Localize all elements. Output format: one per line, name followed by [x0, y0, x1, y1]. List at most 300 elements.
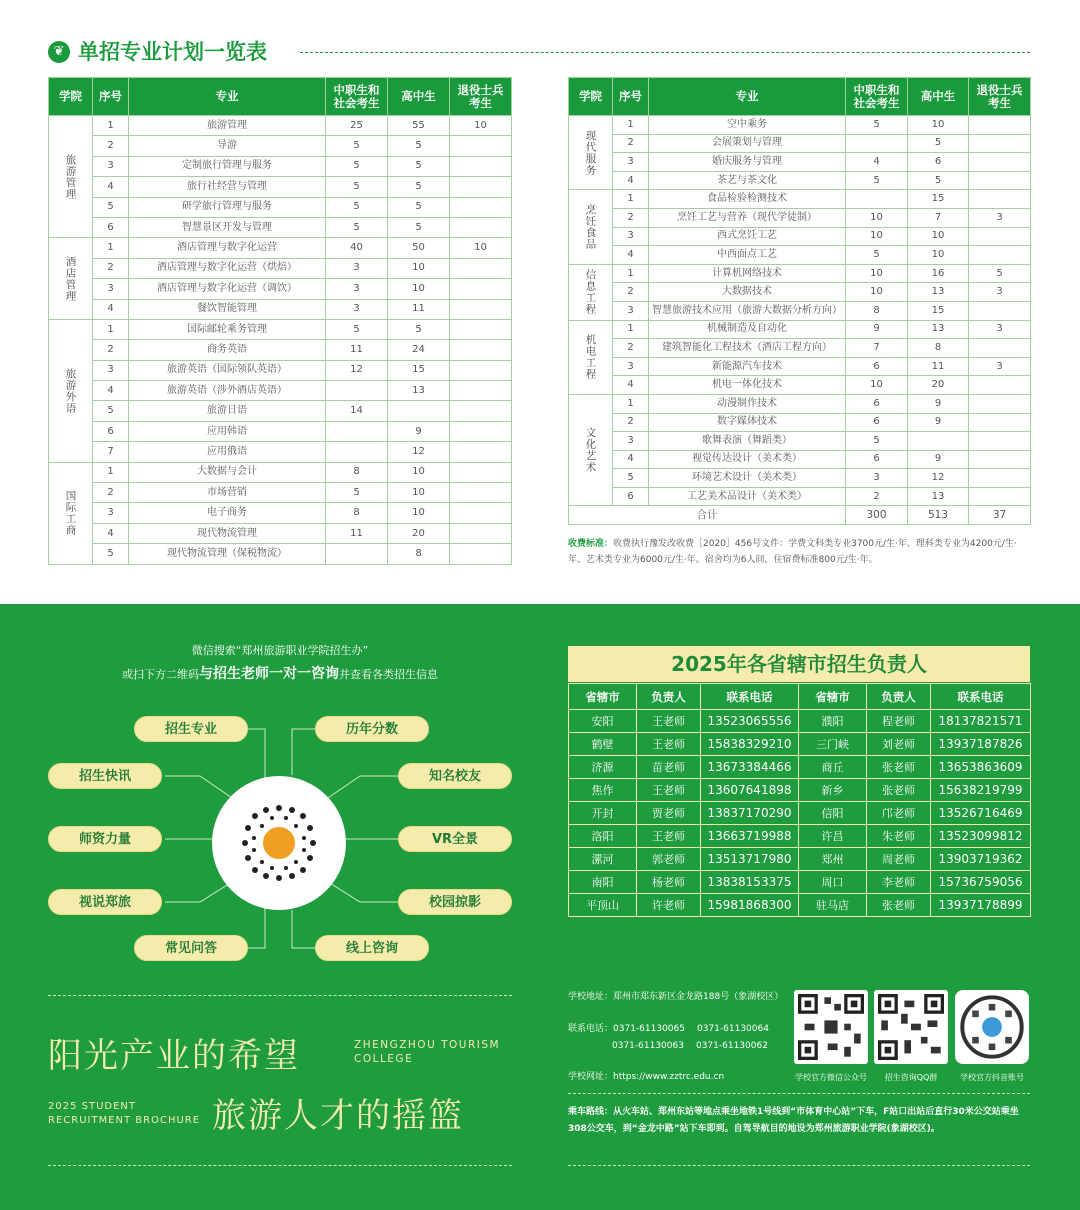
divider — [48, 1165, 512, 1166]
city: 信阳 — [799, 802, 867, 825]
major-name: 电子商务 — [129, 503, 326, 523]
row-number: 1 — [613, 190, 649, 209]
quota-vocational: 3 — [326, 258, 388, 278]
quota-highschool: 55 — [388, 116, 450, 136]
city: 安阳 — [569, 710, 637, 733]
phone-4[interactable]: 0371-61130062 — [695, 1041, 768, 1051]
major-name: 现代物流管理（保税物流） — [129, 544, 326, 564]
college-name: 国际工商 — [49, 462, 93, 564]
contacts-header-cell: 负责人 — [867, 684, 931, 710]
quota-highschool: 12 — [908, 469, 969, 488]
major-name: 旅行社经营与管理 — [129, 177, 326, 197]
qr-caption-douyin: 学校官方抖音账号 — [960, 1073, 1024, 1082]
phone[interactable]: 13937187826 — [931, 733, 1031, 756]
phone[interactable]: 13673384466 — [701, 756, 799, 779]
quota-vocational: 10 — [846, 283, 908, 302]
contact-person: 王老师 — [637, 733, 701, 756]
pill-scores[interactable]: 历年分数 — [315, 716, 429, 742]
row-number: 6 — [93, 421, 129, 441]
quota-vocational: 3 — [326, 299, 388, 319]
plan-header-cell: 中职生和社会考生 — [846, 78, 908, 116]
section-title: 单招专业计划一览表 — [78, 40, 267, 64]
quota-vocational: 3 — [846, 469, 908, 488]
qr-caption-qq: 招生咨询QQ群 — [884, 1073, 938, 1082]
quota-veteran: 3 — [969, 320, 1031, 339]
major-name: 智慧景区开发与管理 — [129, 217, 326, 237]
contact-person: 张老师 — [867, 894, 931, 917]
quota-vocational: 2 — [846, 487, 908, 506]
major-name: 食品检验检测技术 — [649, 190, 846, 209]
table-row — [569, 756, 1031, 779]
total-value: 513 — [908, 506, 969, 525]
quota-highschool: 16 — [908, 264, 969, 283]
contact-person: 张老师 — [867, 756, 931, 779]
total-value: 37 — [969, 506, 1031, 525]
major-name: 旅游日语 — [129, 401, 326, 421]
major-name: 商务英语 — [129, 340, 326, 360]
row-number: 3 — [613, 357, 649, 376]
pill-vr[interactable]: VR全景 — [398, 826, 512, 852]
row-number: 1 — [613, 116, 649, 135]
major-name: 定制旅行管理与服务 — [129, 156, 326, 176]
contacts-table — [568, 683, 1031, 917]
major-name: 新能源汽车技术 — [649, 357, 846, 376]
plan-header-cell: 序号 — [613, 78, 649, 116]
major-name: 旅游英语（国际领队英语） — [129, 360, 326, 380]
quota-highschool: 10 — [388, 462, 450, 482]
quota-vocational: 4 — [846, 153, 908, 172]
row-number: 1 — [613, 394, 649, 413]
quota-vocational: 14 — [326, 401, 388, 421]
row-number: 3 — [93, 156, 129, 176]
wechat-scan-b: 与招生老师一对一咨询 — [199, 666, 339, 682]
divider — [568, 1093, 1030, 1094]
major-name: 旅游英语（涉外酒店英语） — [129, 381, 326, 401]
quota-highschool: 11 — [388, 299, 450, 319]
phone[interactable]: 13838153375 — [701, 871, 799, 894]
row-number: 3 — [613, 227, 649, 246]
contact-person: 周老师 — [867, 848, 931, 871]
plan-header-cell: 退役士兵考生 — [450, 78, 512, 116]
quota-vocational: 10 — [846, 264, 908, 283]
phone[interactable]: 13523065556 — [701, 710, 799, 733]
slogan-english-1 — [354, 1038, 500, 1066]
quota-vocational: 8 — [846, 301, 908, 320]
quota-vocational: 5 — [326, 156, 388, 176]
qr-code-icon — [878, 994, 944, 1060]
quota-vocational: 10 — [846, 376, 908, 395]
pill-video[interactable]: 视说郑旅 — [48, 889, 162, 915]
phone-1[interactable]: 0371-61130065 — [613, 1024, 685, 1034]
major-name: 市场营销 — [129, 483, 326, 503]
contact-person: 程老师 — [867, 710, 931, 733]
school-website — [568, 1070, 724, 1084]
slogan-en-1a: ZHENGZHOU TOURISM — [354, 1039, 501, 1051]
table-row — [569, 871, 1031, 894]
major-name: 大数据技术 — [649, 283, 846, 302]
major-name: 计算机网络技术 — [649, 264, 846, 283]
quota-vocational: 6 — [846, 357, 908, 376]
row-number: 3 — [93, 503, 129, 523]
quota-highschool: 5 — [388, 177, 450, 197]
phone[interactable]: 13513717980 — [701, 848, 799, 871]
quota-highschool: 5 — [388, 156, 450, 176]
total-value: 300 — [846, 506, 908, 525]
quota-vocational: 6 — [846, 450, 908, 469]
row-number: 7 — [93, 442, 129, 462]
qr-code-icon — [959, 994, 1025, 1060]
quota-highschool: 10 — [388, 279, 450, 299]
city: 濮阳 — [799, 710, 867, 733]
row-number: 2 — [93, 258, 129, 278]
contacts-title: 2025年各省辖市招生负责人 — [568, 646, 1030, 682]
row-number: 2 — [613, 339, 649, 358]
pill-campus[interactable]: 校园掠影 — [398, 889, 512, 915]
city: 周口 — [799, 871, 867, 894]
wechat-search-hint: 微信搜索“郑州旅游职业学院招生办” — [191, 644, 369, 657]
contact-person: 许老师 — [637, 894, 701, 917]
row-number: 5 — [93, 197, 129, 217]
college-name: 文化艺术 — [569, 394, 613, 506]
city: 南阳 — [569, 871, 637, 894]
slogan-en-2b: RECRUITMENT BROCHURE — [48, 1115, 201, 1126]
route-label: 乘车路线： — [568, 1107, 614, 1117]
slogan-en-1b: COLLEGE — [354, 1053, 414, 1065]
quota-vocational: 5 — [326, 319, 388, 339]
row-number: 1 — [93, 238, 129, 258]
quota-vocational: 5 — [326, 217, 388, 237]
quota-highschool: 50 — [388, 238, 450, 258]
quota-vocational: 3 — [326, 279, 388, 299]
phone[interactable]: 15638219799 — [931, 779, 1031, 802]
row-number: 2 — [613, 413, 649, 432]
major-name: 大数据与会计 — [129, 462, 326, 482]
city: 三门峡 — [799, 733, 867, 756]
table-row — [569, 825, 1031, 848]
plan-header-cell: 高中生 — [388, 78, 450, 116]
contact-person: 邝老师 — [867, 802, 931, 825]
row-number: 3 — [613, 301, 649, 320]
qq-group-qr-code[interactable] — [874, 990, 948, 1064]
slogan-en-2a: 2025 STUDENT — [48, 1101, 137, 1112]
phone[interactable]: 13937178899 — [931, 894, 1031, 917]
phone[interactable]: 13903719362 — [931, 848, 1031, 871]
school-phones — [568, 1022, 769, 1053]
contact-person: 杨老师 — [637, 871, 701, 894]
quota-highschool: 5 — [388, 136, 450, 156]
quota-vocational: 8 — [326, 462, 388, 482]
row-number: 6 — [613, 487, 649, 506]
quota-highschool: 13 — [908, 487, 969, 506]
bus-route — [568, 1104, 1032, 1138]
contact-person: 苗老师 — [637, 756, 701, 779]
quota-vocational: 11 — [326, 523, 388, 543]
city: 商丘 — [799, 756, 867, 779]
row-number: 2 — [93, 483, 129, 503]
contact-person: 贾老师 — [637, 802, 701, 825]
plan-header-cell: 高中生 — [908, 78, 969, 116]
qr-caption-wechat: 学校官方微信公众号 — [795, 1073, 867, 1082]
row-number: 4 — [613, 246, 649, 265]
wechat-scan-a: 或扫下方二维码 — [122, 668, 199, 681]
major-name: 现代物流管理 — [129, 523, 326, 543]
plan-header-cell: 学院 — [49, 78, 93, 116]
quota-highschool: 5 — [388, 217, 450, 237]
major-name: 酒店管理与数字化运营 — [129, 238, 326, 258]
major-name: 数字媒体技术 — [649, 413, 846, 432]
contacts-header-row — [569, 684, 1031, 710]
major-name: 机电一体化技术 — [649, 376, 846, 395]
city: 洛阳 — [569, 825, 637, 848]
quota-highschool: 15 — [908, 190, 969, 209]
phone[interactable]: 15981868300 — [701, 894, 799, 917]
major-name: 烹饪工艺与营养（现代学徒制） — [649, 208, 846, 227]
mascot-icon — [261, 825, 297, 861]
major-name: 视觉传达设计（美术类） — [649, 450, 846, 469]
table-row — [569, 733, 1031, 756]
quota-highschool: 20 — [908, 376, 969, 395]
pill-faculty[interactable]: 师资力量 — [48, 826, 162, 852]
douyin-qr-code[interactable] — [955, 990, 1029, 1064]
row-number: 4 — [613, 376, 649, 395]
phone[interactable]: 18137821571 — [931, 710, 1031, 733]
pill-alumni[interactable]: 知名校友 — [398, 763, 512, 789]
route-text: 从火车站、郑州东站等地点乘坐地铁1号线到“市体育中心站”下车，F站口出站后直行30米公交站乘坐308公交车，到“金龙中路”站下车即到。自驾导航目的地设为郑州旅游职业学院(象湖校区)。 — [568, 1107, 1019, 1134]
quota-vocational: 12 — [326, 360, 388, 380]
plan-header-cell: 中职生和社会考生 — [326, 78, 388, 116]
row-number: 2 — [613, 208, 649, 227]
row-number: 1 — [93, 462, 129, 482]
phone[interactable]: 13607641898 — [701, 779, 799, 802]
row-number: 1 — [93, 319, 129, 339]
school-address — [568, 990, 783, 1004]
city: 新乡 — [799, 779, 867, 802]
plan-header-cell: 序号 — [93, 78, 129, 116]
phone[interactable]: 13653863609 — [931, 756, 1031, 779]
quota-vocational: 11 — [326, 340, 388, 360]
contact-person: 朱老师 — [867, 825, 931, 848]
quota-vocational: 10 — [846, 227, 908, 246]
contact-person: 郭老师 — [637, 848, 701, 871]
quota-veteran: 3 — [969, 283, 1031, 302]
major-name: 环境艺术设计（美术类） — [649, 469, 846, 488]
row-number: 3 — [613, 153, 649, 172]
city: 济源 — [569, 756, 637, 779]
row-number: 5 — [613, 469, 649, 488]
quota-vocational: 7 — [846, 339, 908, 358]
row-number: 4 — [93, 381, 129, 401]
quota-highschool: 20 — [388, 523, 450, 543]
major-name: 婚庆服务与管理 — [649, 153, 846, 172]
quota-vocational: 5 — [846, 246, 908, 265]
row-number: 2 — [613, 134, 649, 153]
wechat-qr-code[interactable] — [794, 990, 868, 1064]
row-number: 1 — [613, 320, 649, 339]
quota-veteran: 3 — [969, 208, 1031, 227]
quota-veteran: 3 — [969, 357, 1031, 376]
major-name: 动漫制作技术 — [649, 394, 846, 413]
major-name: 酒店管理与数字化运营（烘焙） — [129, 258, 326, 278]
phone[interactable]: 13663719988 — [701, 825, 799, 848]
quota-highschool: 5 — [908, 171, 969, 190]
fee-label: 收费标准： — [568, 539, 614, 549]
contacts-header-cell: 联系电话 — [931, 684, 1031, 710]
quota-highschool: 12 — [388, 442, 450, 462]
plan-header-cell: 学院 — [569, 78, 613, 116]
quota-veteran: 5 — [969, 264, 1031, 283]
phone-2[interactable]: 0371-61130064 — [696, 1024, 769, 1034]
qr-code-icon — [798, 994, 864, 1060]
quota-vocational: 5 — [326, 136, 388, 156]
row-number: 3 — [93, 360, 129, 380]
plan-header-cell: 专业 — [129, 78, 326, 116]
college-name: 机电工程 — [569, 320, 613, 394]
fee-text: 收费执行豫发改收费［2020］456号文件：学费文科类专业3700元/生·年、理科类专业为4200元/生·年、艺术类专业为6000元/生·年。宿舍均为6人间，住宿费标准800元/生·年。 — [568, 539, 1017, 565]
plan-header-cell: 退役士兵考生 — [969, 78, 1031, 116]
city: 许昌 — [799, 825, 867, 848]
quota-highschool: 10 — [908, 116, 969, 135]
contact-person: 李老师 — [867, 871, 931, 894]
college-name: 酒店管理 — [49, 238, 93, 320]
quota-highschool: 13 — [388, 381, 450, 401]
row-number: 6 — [93, 217, 129, 237]
major-name: 空中乘务 — [649, 116, 846, 135]
college-name: 现代服务 — [569, 116, 613, 190]
phone-label: 联系电话： — [568, 1024, 614, 1034]
pill-faq[interactable]: 常见问答 — [134, 935, 248, 961]
quota-vocational: 5 — [846, 432, 908, 451]
row-number: 4 — [93, 177, 129, 197]
phone[interactable]: 13523099812 — [931, 825, 1031, 848]
row-number: 3 — [93, 279, 129, 299]
table-row — [569, 802, 1031, 825]
pill-majors[interactable]: 招生专业 — [134, 716, 248, 742]
major-name: 中西面点工艺 — [649, 246, 846, 265]
leaf-logo-icon: ❦ — [48, 41, 70, 63]
quota-highschool: 11 — [908, 357, 969, 376]
phone[interactable]: 15838329210 — [701, 733, 799, 756]
total-label: 合计 — [569, 506, 846, 525]
row-number: 1 — [613, 264, 649, 283]
city: 开封 — [569, 802, 637, 825]
contacts-header-cell: 负责人 — [637, 684, 701, 710]
quota-highschool: 8 — [388, 544, 450, 564]
quota-veteran: 10 — [450, 238, 512, 258]
row-number: 4 — [93, 299, 129, 319]
table-row — [569, 779, 1031, 802]
city: 焦作 — [569, 779, 637, 802]
city: 漯河 — [569, 848, 637, 871]
row-number: 2 — [93, 340, 129, 360]
row-number: 2 — [93, 136, 129, 156]
quota-highschool: 10 — [388, 483, 450, 503]
pill-news[interactable]: 招生快讯 — [48, 763, 162, 789]
quota-vocational: 5 — [846, 116, 908, 135]
major-name: 西式烹饪工艺 — [649, 227, 846, 246]
contact-person: 王老师 — [637, 779, 701, 802]
table-row — [569, 710, 1031, 733]
quota-highschool: 15 — [908, 301, 969, 320]
quota-highschool: 13 — [908, 283, 969, 302]
row-number: 4 — [93, 523, 129, 543]
major-name: 建筑智能化工程技术（酒店工程方向） — [649, 339, 846, 358]
divider — [48, 995, 512, 996]
major-name: 研学旅行管理与服务 — [129, 197, 326, 217]
web-link[interactable]: https://www.zztrc.edu.cn — [613, 1072, 725, 1082]
pill-online[interactable]: 线上咨询 — [315, 935, 429, 961]
quota-highschool: 10 — [388, 503, 450, 523]
contacts-header-cell: 省辖市 — [799, 684, 867, 710]
plan-header-cell: 专业 — [649, 78, 846, 116]
college-name: 旅游外语 — [49, 319, 93, 462]
phone[interactable]: 15736759056 — [931, 871, 1031, 894]
quota-vocational: 6 — [846, 413, 908, 432]
major-name: 会展策划与管理 — [649, 134, 846, 153]
quota-highschool: 9 — [388, 421, 450, 441]
contact-person: 张老师 — [867, 779, 931, 802]
quota-highschool: 5 — [388, 197, 450, 217]
college-name: 旅游管理 — [49, 116, 93, 238]
city: 郑州 — [799, 848, 867, 871]
miniprogram-qr-code[interactable] — [212, 776, 346, 910]
city: 平顶山 — [569, 894, 637, 917]
table-row — [569, 848, 1031, 871]
contacts-header-cell: 省辖市 — [569, 684, 637, 710]
wechat-scan-c: 并查看各类招生信息 — [339, 668, 438, 681]
row-number: 5 — [93, 401, 129, 421]
major-name: 机械制造及自动化 — [649, 320, 846, 339]
quota-vocational: 8 — [326, 503, 388, 523]
major-name: 国际邮轮乘务管理 — [129, 319, 326, 339]
quota-veteran: 10 — [450, 116, 512, 136]
major-name: 歌舞表演（舞蹈类） — [649, 432, 846, 451]
major-name: 工艺美术品设计（美术类） — [649, 487, 846, 506]
major-name: 旅游管理 — [129, 116, 326, 136]
quota-vocational: 5 — [846, 171, 908, 190]
quota-vocational: 25 — [326, 116, 388, 136]
phone[interactable]: 13526716469 — [931, 802, 1031, 825]
row-number: 5 — [93, 544, 129, 564]
row-number: 4 — [613, 450, 649, 469]
quota-vocational: 5 — [326, 197, 388, 217]
phone-3[interactable]: 0371-61130063 — [612, 1041, 684, 1051]
quota-highschool: 13 — [908, 320, 969, 339]
contact-person: 王老师 — [637, 825, 701, 848]
quota-highschool: 5 — [388, 319, 450, 339]
slogan-line-2: 旅游人才的摇篮 — [212, 1096, 464, 1136]
major-name: 茶艺与茶文化 — [649, 171, 846, 190]
quota-highschool: 9 — [908, 450, 969, 469]
web-label: 学校网址： — [568, 1072, 614, 1082]
row-number: 3 — [613, 432, 649, 451]
quota-highschool: 10 — [388, 258, 450, 278]
phone[interactable]: 13837170290 — [701, 802, 799, 825]
quota-highschool: 6 — [908, 153, 969, 172]
contact-person: 刘老师 — [867, 733, 931, 756]
row-number: 4 — [613, 171, 649, 190]
slogan-english-2 — [48, 1100, 200, 1128]
college-name: 信息工程 — [569, 264, 613, 320]
slogan-line-1: 阳光产业的希望 — [48, 1036, 300, 1076]
quota-highschool: 15 — [388, 360, 450, 380]
table-row — [569, 894, 1031, 917]
row-number: 2 — [613, 283, 649, 302]
major-name: 导游 — [129, 136, 326, 156]
quota-highschool: 10 — [908, 246, 969, 265]
quota-vocational: 9 — [846, 320, 908, 339]
address-value: 郑州市郑东新区金龙路188号（象湖校区） — [613, 992, 784, 1002]
quota-vocational: 5 — [326, 177, 388, 197]
